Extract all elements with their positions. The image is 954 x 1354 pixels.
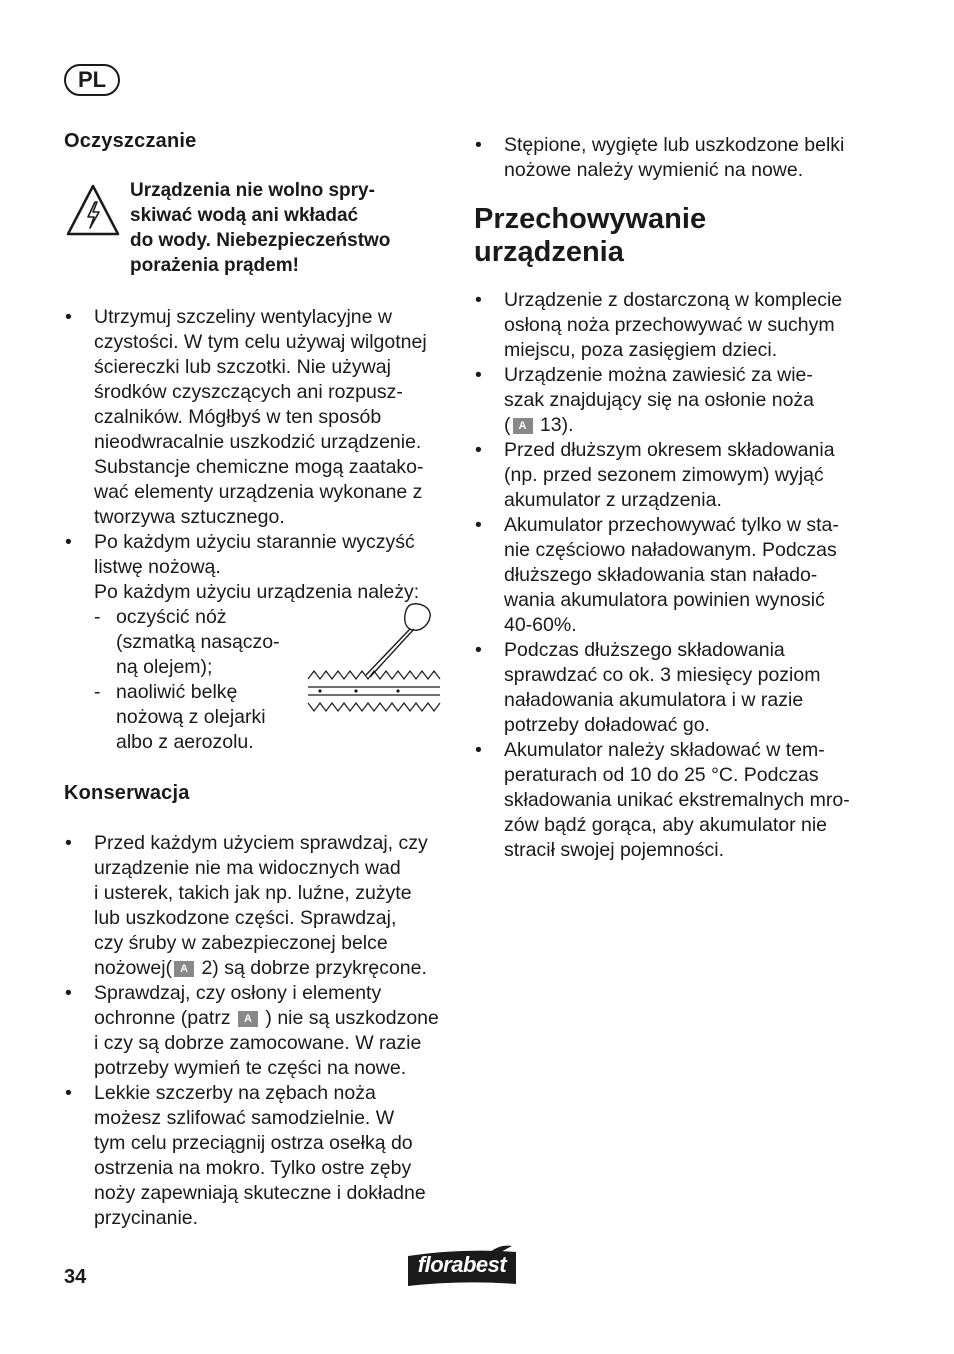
list-item: • Akumulator należy składować w tem- peraturach od 10 do 25 °C. Podczas składowania unikać ekstremalnych mro- zów bądź gorąca, aby akumulator nie stracił swojej pojemności. [474, 738, 874, 863]
language-badge: PL [64, 64, 120, 96]
figure-a-reference-icon: A [174, 961, 194, 977]
list-item: • Urządzenie z dostarczoną w komplecie osłoną noża przechowywać w suchym miejscu, poza zasięgiem dzieci. [474, 288, 874, 363]
brand-name: florabest [417, 1252, 507, 1277]
blade-oiling-illustration [306, 599, 442, 715]
page-number: 34 [64, 1266, 87, 1288]
storage-list [474, 288, 874, 863]
figure-a-reference-icon: A [513, 418, 533, 434]
list-item: • Utrzymuj szczeliny wentylacyjne w czystości. W tym celu używaj wilgotnej ściereczki lub szczotki. Nie używaj środków czyszczących ani rozpusz- czalników. Mógłbyś w ten sposób nieodwracalnie uszkodzić urządzenie. Substancje chemiczne mogą zaatako- wać elementy urządzenia wykonane z tworzywa sztucznego. [64, 305, 450, 530]
florabest-logo [404, 1244, 520, 1288]
maintenance-list [64, 831, 450, 1231]
list-item: • Przed dłuższym okresem składowania (np. przed sezonem zimowym) wyjąć akumulator z urządzenia. [474, 438, 874, 513]
section-title-maintenance: Konserwacja [64, 782, 190, 804]
list-item: • Urządzenie można zawiesić za wie- szak znajdujący się na osłonie noża ( A 13). [474, 363, 874, 438]
warning-text: Urządzenia nie wolno spry- skiwać wodą ani wkładać do wody. Niebezpieczeństwo porażenia prądem! [130, 180, 391, 276]
list-item: • Akumulator przechowywać tylko w sta- nie częściowo naładowanym. Podczas dłuższego składowania stan nałado- wania akumulatora powinien wynosić 40-60%. [474, 513, 874, 638]
electric-warning [64, 178, 450, 278]
right-column [474, 130, 874, 863]
list-item: • Lekkie szczerby na zębach noża możesz szlifować samodzielnie. W tym celu przeciągnij ostrza osełką do ostrzenia na mokro. Tylko ostre zęby noży zapewniają skuteczne i dokładne przycinanie. [64, 1081, 450, 1231]
cleaning-list [64, 305, 450, 755]
electric-shock-warning-icon [64, 182, 122, 240]
figure-a-reference-icon: A [238, 1011, 258, 1027]
left-column [64, 130, 450, 1231]
list-item: • Po każdym użyciu starannie wyczyść listwę nożową. Po każdym użyciu urządzenia należy: - oczyścić nóż (szmatką nasączo- ną olejem); - naoliwić belkę nożową z olejarki albo z aerozolu. [64, 530, 450, 755]
section-title-cleaning: Oczyszczanie [64, 130, 197, 152]
dash-item: - oczyścić nóż (szmatką nasączo- ną olejem); [94, 605, 450, 680]
dash-item: - naoliwić belkę nożową z olejarki albo z aerozolu. [94, 680, 450, 755]
list-item: • Podczas dłuższego składowania sprawdzać co ok. 3 miesięcy poziom naładowania akumulatora i w razie potrzeby doładować go. [474, 638, 874, 738]
cleaning-list-continued [474, 133, 874, 183]
list-item: • Przed każdym użyciem sprawdzaj, czy urządzenie nie ma widocznych wad i usterek, takich jak np. luźne, zużyte lub uszkodzone części. Sprawdzaj, czy śruby w zabezpieczonej belce nożowej( A 2) są dobrze przykręcone. [64, 831, 450, 981]
list-item: • Sprawdzaj, czy osłony i elementy ochronne (patrz A ) nie są uszkodzone i czy są dobrze zamocowane. W razie potrzeby wymień te części na nowe. [64, 981, 450, 1081]
section-title-storage: Przechowywanie urządzenia [474, 203, 707, 268]
list-item: • Stępione, wygięte lub uszkodzone belki nożowe należy wymienić na nowe. [474, 133, 874, 183]
